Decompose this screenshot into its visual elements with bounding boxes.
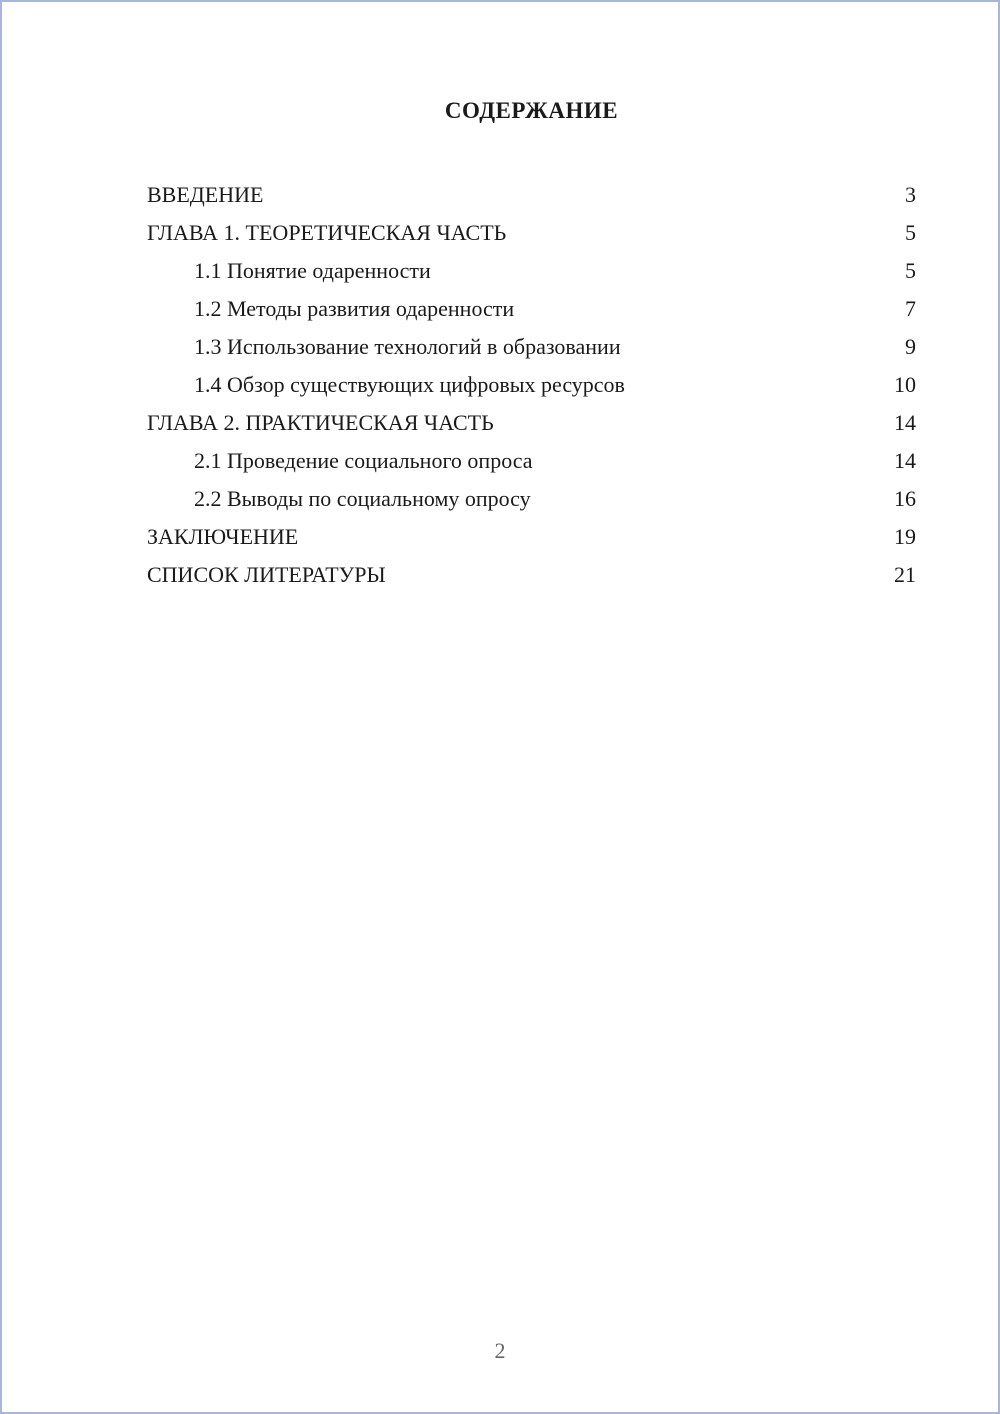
table-of-contents [147, 176, 916, 594]
toc-entry-page: 14 [894, 448, 916, 473]
toc-entry-2-1[interactable] [147, 442, 916, 480]
toc-entry-label: 1.2 Методы развития одаренности [194, 296, 515, 321]
footer-page-number: 2 [494, 1338, 506, 1363]
toc-content [147, 98, 916, 594]
toc-entry-label: 1.3 Использование технологий в образовании [194, 334, 621, 359]
toc-entry-page: 9 [905, 334, 916, 359]
toc-entry-label: 2.2 Выводы по социальному опросу [194, 486, 531, 511]
toc-entry-chapter-1[interactable] [147, 214, 916, 252]
toc-entry-1-4[interactable] [147, 366, 916, 404]
toc-entry-label: ВВЕДЕНИЕ [147, 182, 264, 207]
toc-entry-2-2[interactable] [147, 480, 916, 518]
toc-entry-label: 2.1 Проведение социального опроса [194, 448, 533, 473]
toc-entry-bibliography[interactable] [147, 556, 916, 594]
toc-entry-label: ЗАКЛЮЧЕНИЕ [147, 524, 299, 549]
toc-entry-page: 10 [894, 372, 916, 397]
toc-entry-page: 16 [894, 486, 916, 511]
toc-entry-page: 21 [894, 562, 916, 587]
toc-entry-1-3[interactable] [147, 328, 916, 366]
toc-entry-page: 5 [905, 220, 916, 245]
toc-entry-page: 7 [905, 296, 916, 321]
toc-entry-label: СПИСОК ЛИТЕРАТУРЫ [147, 562, 386, 587]
toc-entry-label: 1.1 Понятие одаренности [194, 258, 431, 283]
toc-entry-label: ГЛАВА 1. ТЕОРЕТИЧЕСКАЯ ЧАСТЬ [147, 220, 507, 245]
toc-entry-page: 14 [894, 410, 916, 435]
toc-entry-label: ГЛАВА 2. ПРАКТИЧЕСКАЯ ЧАСТЬ [147, 410, 494, 435]
toc-entry-page: 19 [894, 524, 916, 549]
toc-entry-conclusion[interactable] [147, 518, 916, 556]
page-title: СОДЕРЖАНИЕ [444, 98, 619, 123]
toc-entry-label: 1.4 Обзор существующих цифровых ресурсов [194, 372, 625, 397]
toc-entry-chapter-2[interactable] [147, 404, 916, 442]
toc-entry-1-1[interactable] [147, 252, 916, 290]
toc-entry-introduction[interactable] [147, 176, 916, 214]
toc-entry-1-2[interactable] [147, 290, 916, 328]
toc-entry-page: 5 [905, 258, 916, 283]
toc-entry-page: 3 [905, 182, 916, 207]
